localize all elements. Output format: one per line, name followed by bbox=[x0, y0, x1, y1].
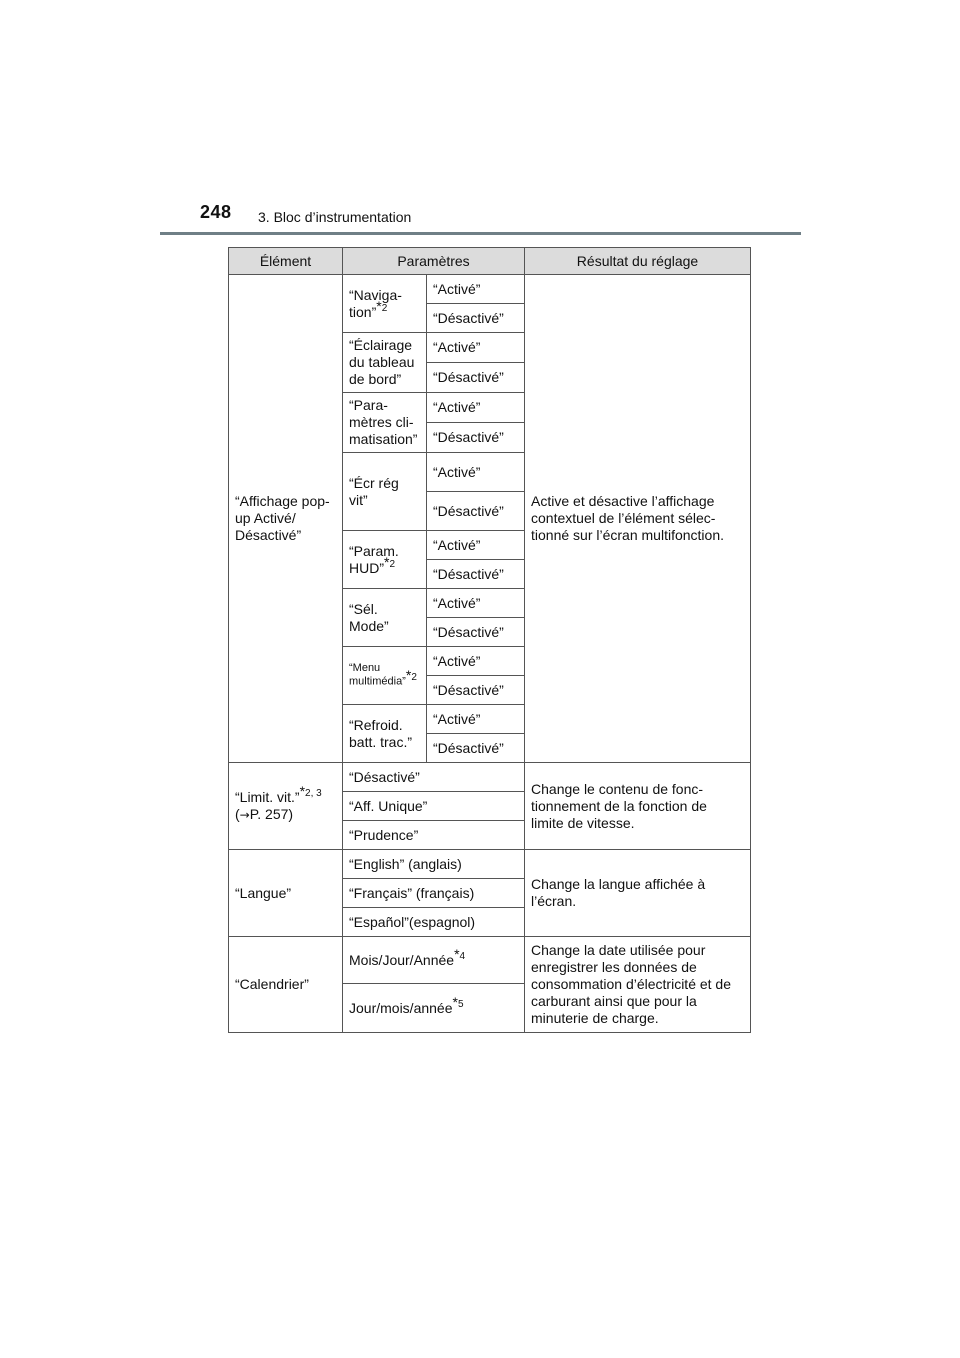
value-cell: “Désactivé” bbox=[427, 492, 525, 531]
value-cell: “Désactivé” bbox=[427, 560, 525, 589]
param-cell-multimedia-menu bbox=[343, 647, 427, 705]
value-cell: “Désactivé” bbox=[427, 676, 525, 705]
result-cell-calendar: Change la date utilisée pour enregistrer les données de consommation d’électricité et de carburant ainsi que pour la minuterie de charge. bbox=[525, 937, 751, 1033]
value-cell: “Activé” bbox=[427, 453, 525, 492]
table-row bbox=[229, 275, 751, 304]
footnote-marker: *2 bbox=[405, 667, 417, 684]
table-row bbox=[229, 937, 751, 984]
value-cell: “Prudence” bbox=[343, 821, 525, 850]
page-number: 248 bbox=[200, 202, 232, 222]
value-cell: “Désactivé” bbox=[427, 734, 525, 763]
footnote-marker: *2, 3 bbox=[299, 782, 322, 799]
param-label: “Naviga- tion” bbox=[349, 286, 402, 320]
result-cell-popup: Active et désactive l’affichage contextuel de l’élément sélec- tionné sur l’écran multifonction. bbox=[525, 275, 751, 763]
element-cell-calendar: “Calendrier” bbox=[229, 937, 343, 1033]
param-label: “Param. HUD” bbox=[349, 542, 399, 576]
value-cell: “Activé” bbox=[427, 275, 525, 304]
value-cell: “Activé” bbox=[427, 705, 525, 734]
section-title: 3. Bloc d’instrumentation bbox=[258, 209, 412, 225]
value-cell: “Désactivé” bbox=[427, 304, 525, 333]
element-label: “Limit. vit.” bbox=[235, 788, 300, 805]
table-header-row bbox=[229, 248, 751, 275]
value-cell: “Activé” bbox=[427, 589, 525, 618]
footnote-marker: *4 bbox=[454, 945, 466, 962]
value-cell: “Désactivé” bbox=[343, 763, 525, 792]
table-row bbox=[229, 850, 751, 879]
settings-table bbox=[228, 247, 751, 1033]
value-label: Jour/mois/année bbox=[349, 999, 453, 1016]
table-row bbox=[229, 763, 751, 792]
column-header-element: Élément bbox=[229, 248, 343, 275]
column-header-parameters: Paramètres bbox=[343, 248, 525, 275]
value-cell: “Español”(espagnol) bbox=[343, 908, 525, 937]
param-cell-mode-select: “Sél. Mode” bbox=[343, 589, 427, 647]
value-cell: “Désactivé” bbox=[427, 423, 525, 453]
value-cell: “Français” (français) bbox=[343, 879, 525, 908]
result-cell-language: Change la langue affichée à l’écran. bbox=[525, 850, 751, 937]
footnote-marker: *5 bbox=[452, 993, 464, 1010]
element-cell-popup: “Affichage pop-up Activé/ Désactivé” bbox=[229, 275, 343, 763]
value-cell: “Activé” bbox=[427, 333, 525, 363]
element-cell-speed-limit: “Limit. vit.”$^{*2, 3}$ (→P. 257) bbox=[229, 763, 343, 850]
header-rule bbox=[160, 232, 801, 235]
value-cell: “English” (anglais) bbox=[343, 850, 525, 879]
value-cell bbox=[343, 937, 525, 984]
value-cell: “Activé” bbox=[427, 647, 525, 676]
value-cell: “Activé” bbox=[427, 531, 525, 560]
footnote-marker: *2 bbox=[376, 297, 388, 314]
param-cell-dashboard-lighting: “Éclairage du tableau de bord” bbox=[343, 333, 427, 393]
param-cell-speed-screen: “Écr rég vit” bbox=[343, 453, 427, 531]
page-reference: P. 257 bbox=[249, 805, 289, 822]
value-cell bbox=[343, 984, 525, 1033]
footnote-marker: *2 bbox=[384, 553, 396, 570]
column-header-result: Résultat du réglage bbox=[525, 248, 751, 275]
value-cell: “Désactivé” bbox=[427, 363, 525, 393]
param-cell-battery-cooling: “Refroid. batt. trac.” bbox=[343, 705, 427, 763]
value-cell: “Désactivé” bbox=[427, 618, 525, 647]
param-cell-navigation bbox=[343, 275, 427, 333]
element-cell-language: “Langue” bbox=[229, 850, 343, 937]
param-cell-hud bbox=[343, 531, 427, 589]
value-cell: “Aff. Unique” bbox=[343, 792, 525, 821]
param-cell-climate-settings: “Para- mètres cli- matisation” bbox=[343, 393, 427, 453]
value-cell: “Activé” bbox=[427, 393, 525, 423]
result-cell-speed-limit: Change le contenu de fonc- tionnement de la fonction de limite de vitesse. bbox=[525, 763, 751, 850]
arrow-right-icon: → bbox=[239, 807, 250, 822]
value-label: Mois/Jour/Année bbox=[349, 951, 455, 968]
param-label: “Menu multimédia” bbox=[349, 662, 406, 688]
